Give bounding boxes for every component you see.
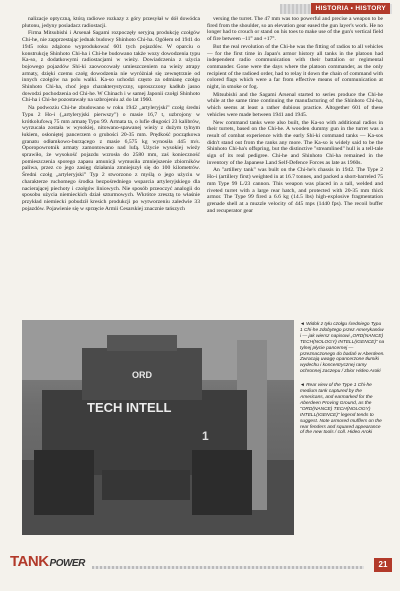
english-text-column	[207, 16, 383, 215]
logo-sub: POWER	[49, 558, 85, 569]
logo-main: TANK	[10, 553, 49, 570]
paragraph: Mitsubishi and the Sagami Arsenal started to series produce the Chi-he while at the same time continuing the manufacturing of the Shinhoto Chi-ha, which seems at least a rather dubious practice. Altogether 601 of these vehicles were made between 1941 and 1945.	[207, 91, 383, 118]
paragraph: New command tanks were also built, the Ka-so with additional radios in their turrets, based on the Chi-he. A wooden dummy gun in the turret was a result of combat experience with the early Shi-ki command tanks — Ka-sos didn't stand out from the ranks any more. The Ka-so is widely said to be the Shinhoto Chi-ha's offspring, but the distinctive "streamlined" hull is a tell-tale sign of its real pedigree. Chi-he and Shinhoto Chi-ha remained in the inventory of the Japanese Land Self-Defence Forces as late as 1960s.	[207, 119, 383, 166]
polish-text-column	[22, 16, 200, 213]
paragraph: An "artillery tank" was built on the Chi-he's chassis in 1942. The Type 2 Ho-i (artillery first) weighted in at 16.7 tonnes, and packed a short-barreled 75 mm Type 99 L/23 cannon. This weapon was placed in a tall, welded and riveted turret with a large rear hatch, and protected with 20-35 mm thick armor. The Type 99 fired a 6.6 kg (14.5 lbs) high-explosive fragmentation grenade shell at a muzzle velocity of 445 mps (1440 fps). The recoil buffer and recuperator gear	[207, 167, 383, 214]
turret-marking-top: ORD	[132, 370, 152, 380]
paragraph: Firma Mitsubishi i Arsenał Sagami rozpoczęły seryjną produkcję czołgów Chi-he, nie zapprzestając jednak budowy Shinhoto Chi-ha. Ogółem od 1941 do 1945 roku zdążono wyprodukować 601 tych pojazdów. W oparciu o konstrukcję Shinhoto Chi-ha i Chi-he budowano także wozy dowodzenia typu Ka-so, z dodatkowymi radiostacjami w wieży. Dowiadczenia z użycia bojowego pojazdów Shi-ki zaowocowały umieszczeniem na wieży atrapy armaty, dzięki czemu czołg dowodzenia nie wyróżniał się zewnętrznie od innych czołgów na polu walki. Ka-so uchodzi często za odmianę czołgu Shinhoto Chi-ha, choć jego charakterystyczny, uproszczony kadłub jasno dowodzi pochodzenia od Chi-he. W Chinach i w samej Japonii czołgi Shinhoto Chi-ha i Chi-he pozostawały na uzbrojeniu aż do lat 1960.	[22, 30, 200, 104]
hull-number: 1	[202, 429, 209, 443]
tankpower-logo	[10, 553, 85, 570]
footer-pattern-bar	[92, 566, 364, 569]
photo-captions	[300, 322, 385, 444]
paragraph: versing the turret. The 47 mm was too powerful and precise a weapon to be fired from the shoulder, so an elevation gear eased the gun layer's work. He no longer had to crouch or stand on his toes to make use of the gun's vertical field of fire between –11° and +17°.	[207, 16, 383, 43]
paragraph: Na podwoziu Chi-he zbudowano w roku 1942 „artyleryjski” czołg średni Typu 2 Ho-i („artyleryjski pierwszy”) o masie 16,7 t, uzbrojony w krótkolufową 75 mm armatę Typu 99. Armata ta, o lufie długości 23 kalibrów, wyrzucała została w wysokiej, nitowano-spawanej wieży z dużym tylnym łukiem, osłoniętej pancerzem o grubości 20-35 mm. Prędkość początkowa granatu odłamkowo-burzącego z masie 6,575 kg wynosiła 445 m/s. Oporopowrotnik armaty zamontowano nad lufą. Użycie wysokiej wieży sprawiło, że wysokość pojazdu wzrosła do 2580 mm, zaś konieczność pomieszczenia sporego zapasu amunicji wymusiła zmniejszenie zbiorników paliwa, przez co jego zasięg działania zmniejszył się do 100 kilometrów. Średni czołg „artyleryjski” Typ 2 stworzono z myślą o jego użyciu w charakterze ruchomego środka bezpośredniego wsparcia artyleryjskiego dla nacierającej piechoty i czołgów liniowych. Nie sposób przeoczyć analogii do sposobu użycia niemieckich dział szturmowych. Wkrótce zresztą to właśnie przykład niemiecki pobudził kresich produkcji po wytworzeniu zaledwie 33 pojazdów. Pojawienie się w sprzęcie Armii Cesarskiej znacznie tańszych	[22, 105, 200, 212]
tank-photo	[22, 320, 294, 535]
tank-illustration	[22, 320, 294, 535]
caption-english: ◄ Rear view of the Type 1 Chi-he medium tank captured by the Americans, and earmarked for the Aberdeen Proving Ground, as the "ORD(NANCE) TECH(NOLOGY) INTELL(IGENCE)" legend tends to suggest. Note armored mufflers on the rear fenders and squared appearance of the new tools / coll. Hideo Aroki	[300, 383, 382, 436]
turret-marking-main: TECH INTELL	[87, 400, 172, 415]
paragraph: But the real revolution of the Chi-he was the fitting of radios to all vehicles — for the first time in Japan's armor history all tanks in the platoon had independent radio communication with their battalion or regimental commander. Gone were the days where the platoon commander, as the only recipient of the radioed order, had to relay it down the chain of command with colored flags which were a far from effective means of communication at night, in smoke or fog.	[207, 43, 383, 91]
paragraph: nalizacje optyczną, którą radiowe rozkazy z góry przesyłał w dół dowódca plutonu, jedyny posiadacz radiostacji.	[22, 16, 200, 29]
caption-polish: ◄ Widok z tyłu czołgu średniego Typu 1 Chi-he zdobytego przez Amerykanów i — jak wiersz napisowi „ORD(NANCE) TECH(NOLOGY) INTELL(IGENCE)” na tylnej płycie pancernej — przeznaczonego do badań w Aberdeen. Zwracają uwagę opancerzone tłumiki wydechu i koncentrycznej ramy ochronnej zaczepu / zbior Hideo Aroki	[300, 322, 385, 375]
section-label: HISTORIA • HISTORY	[311, 3, 390, 14]
page-number: 21	[374, 558, 392, 572]
